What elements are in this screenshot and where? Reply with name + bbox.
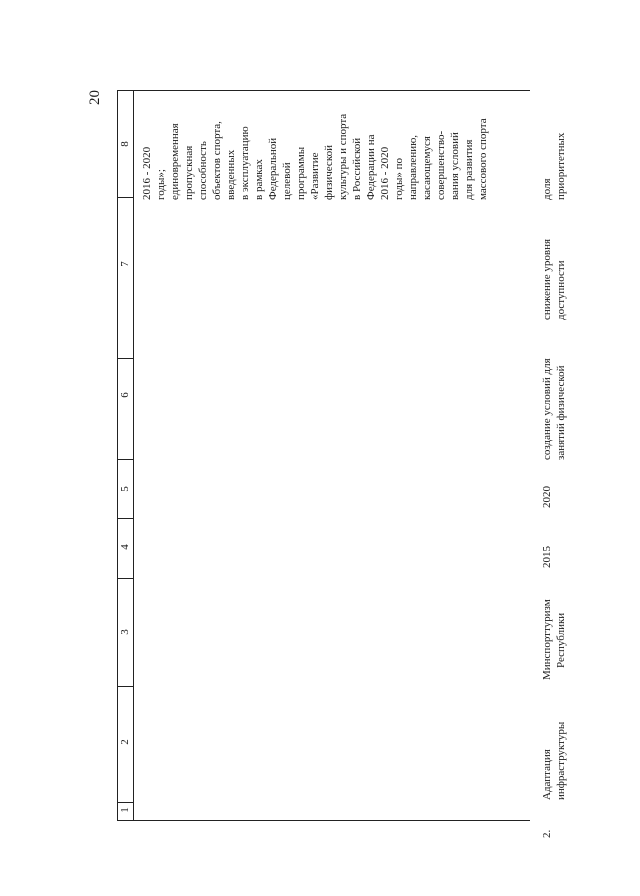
col8-line-3: единовременная xyxy=(169,123,181,200)
col8-line-19: годы» по xyxy=(393,157,405,200)
col8-line-6: объектов спорта, xyxy=(211,121,223,200)
row-2-executor-line-1: Минспорттуризм xyxy=(541,599,553,680)
row-2-start-year: 2015 xyxy=(541,546,553,568)
table-header-right-border xyxy=(133,90,134,820)
header-col-4: 4 xyxy=(119,544,131,550)
col8-line-5: способность xyxy=(197,141,209,200)
col8-line-22: совершенство- xyxy=(435,130,447,200)
col8-line-8: в эксплуатацию xyxy=(239,126,251,200)
row-2-end-year: 2020 xyxy=(541,486,553,508)
col-divider-6 xyxy=(117,686,133,687)
header-col-1: 1 xyxy=(119,807,131,813)
header-col-5: 5 xyxy=(119,486,131,492)
row-2-name-line-2: инфраструктуры xyxy=(555,721,567,800)
col-divider-4 xyxy=(117,518,133,519)
row-2-executor xyxy=(540,599,568,680)
row-2-indicator xyxy=(540,133,568,200)
header-col-8: 8 xyxy=(119,141,131,147)
col-divider-5 xyxy=(117,578,133,579)
row-2-indicator-line-1: доля xyxy=(541,178,553,200)
row-2-executor-line-2: Республики xyxy=(555,612,567,668)
col8-line-10: Федеральной xyxy=(267,137,279,200)
col8-line-18: 2016 - 2020 xyxy=(379,146,391,200)
row-2-result xyxy=(540,358,568,460)
row-2-result-line-1: создание условий для xyxy=(541,358,553,460)
col8-line-7: введенных xyxy=(225,149,237,200)
page-number: 20 xyxy=(87,90,103,105)
table-header-left-border xyxy=(117,90,118,820)
col-divider-3 xyxy=(117,459,133,460)
prev-row-col8-text xyxy=(140,78,490,200)
row-2-consequence-line-1: снижение уровня xyxy=(541,238,553,320)
col8-line-14: физической xyxy=(323,145,335,200)
row-2-result-line-2: занятий физической xyxy=(555,365,567,460)
row-2-name xyxy=(540,722,568,800)
col8-line-16: в Российской xyxy=(351,137,363,200)
row-2-name-line-1: Адаптация xyxy=(541,749,553,800)
row-2-consequence xyxy=(540,239,568,320)
col8-line-9: в рамках xyxy=(253,159,265,200)
col-divider-7 xyxy=(117,802,133,803)
col8-line-4: пропускная xyxy=(183,145,195,200)
col8-line-12: программы xyxy=(295,146,307,200)
header-col-3: 3 xyxy=(119,629,131,635)
row-2-number: 2. xyxy=(541,829,553,838)
col8-line-13: «Развитие xyxy=(309,152,321,200)
col-divider-2 xyxy=(117,358,133,359)
col8-line-2: годы»; xyxy=(155,169,167,200)
row-2-consequence-line-2: доступности xyxy=(555,260,567,320)
col8-line-11: целевой xyxy=(281,162,293,200)
col8-line-25: массового спорта xyxy=(477,118,489,200)
col8-line-17: Федерации на xyxy=(365,134,377,200)
col8-line-1: 2016 - 2020 xyxy=(141,146,153,200)
col8-line-23: вания условий xyxy=(449,132,461,200)
col8-line-20: направлению, xyxy=(407,134,419,200)
col8-line-21: касающемуся xyxy=(421,136,433,200)
header-col-7: 7 xyxy=(119,261,131,267)
header-col-6: 6 xyxy=(119,392,131,398)
header-col-2: 2 xyxy=(119,739,131,745)
table-bottom-border xyxy=(117,820,530,821)
col-divider-1 xyxy=(117,197,133,198)
col8-line-15: культуры и спорта xyxy=(337,113,349,200)
row-2-indicator-line-2: приоритетных xyxy=(555,132,567,200)
col8-line-24: для развития xyxy=(463,139,475,200)
